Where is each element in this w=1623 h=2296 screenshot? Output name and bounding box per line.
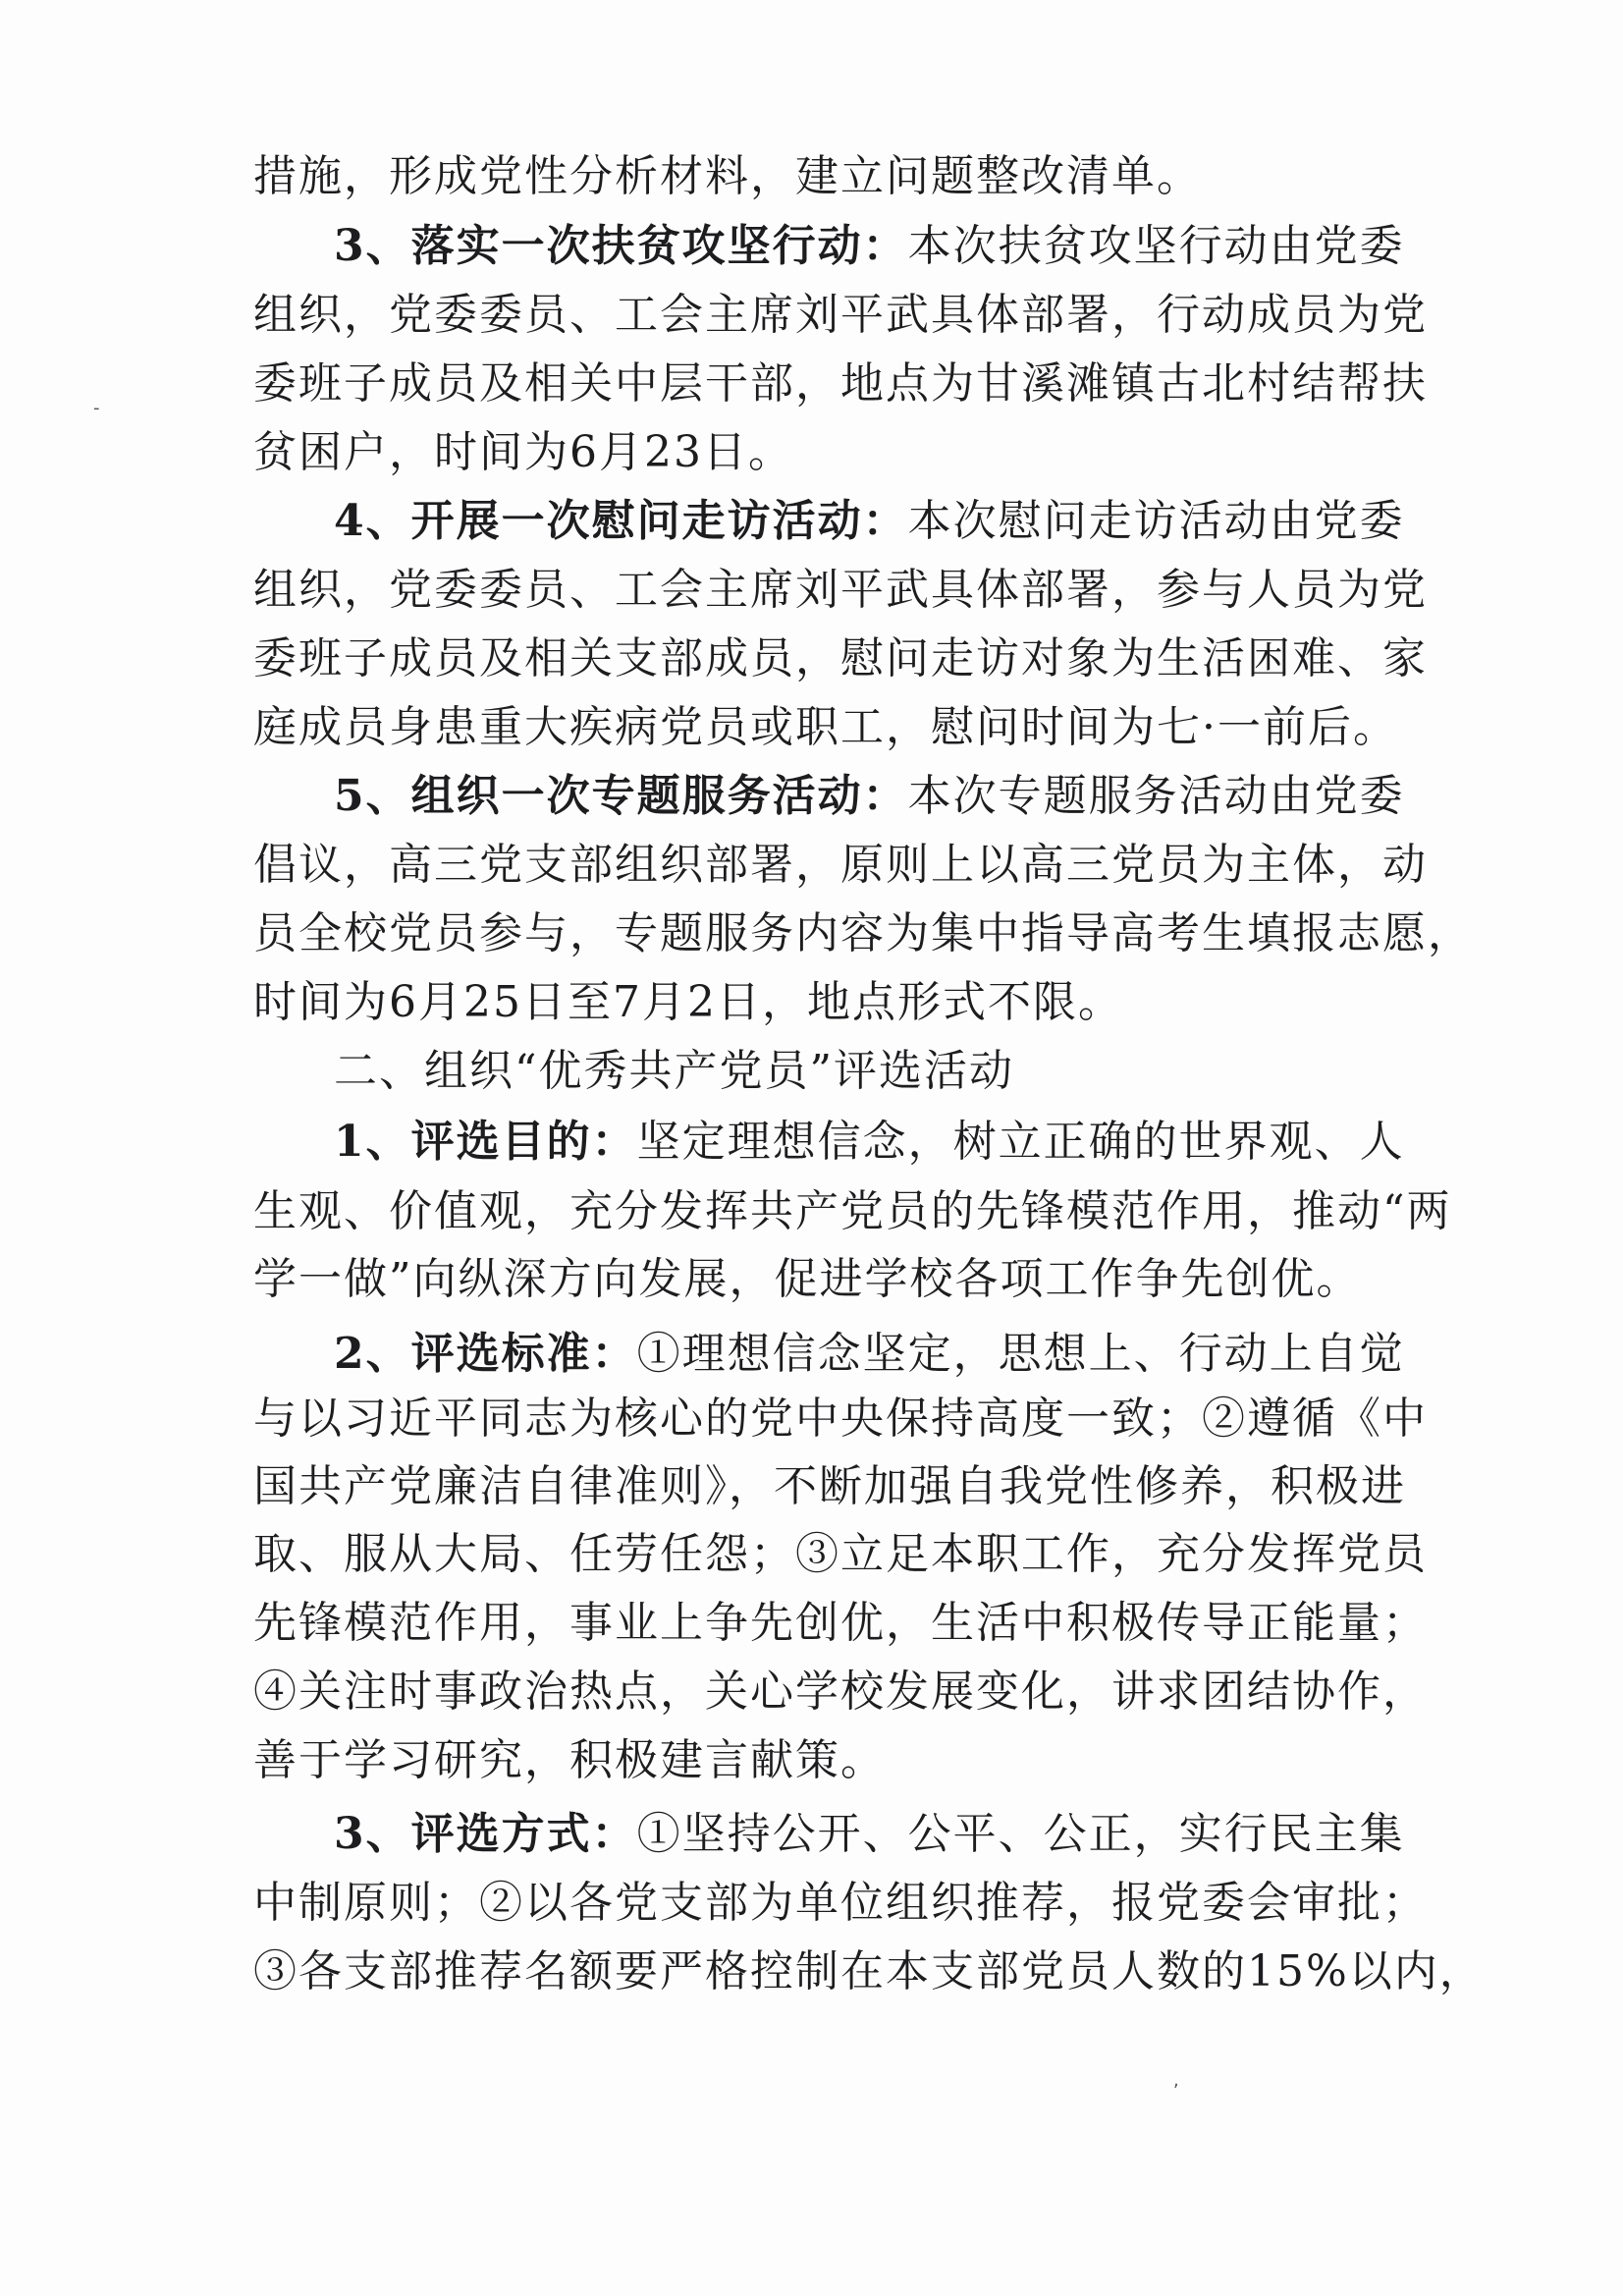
item-heading: 4、开展一次慰问走访活动： xyxy=(334,496,908,546)
text-line: 组织，党委委员、工会主席刘平武具体部署，参与人员为党 xyxy=(253,565,1428,615)
item-heading: 3、落实一次扶贫攻坚行动： xyxy=(334,221,908,271)
item-heading: 3、评选方式： xyxy=(334,1809,637,1859)
scan-speck: , xyxy=(1173,2070,1179,2091)
text-line: 善于学习研究，积极建言献策。 xyxy=(253,1735,886,1785)
section-item-line: 3、落实一次扶贫攻坚行动：本次扶贫攻坚行动由党委 xyxy=(334,221,1405,271)
text-line: 贫困户，时间为6月23日。 xyxy=(253,427,793,477)
section-item-line: 1、评选目的：坚定理想信念，树立正确的世界观、人 xyxy=(334,1117,1405,1167)
section-item-line: 4、开展一次慰问走访活动：本次慰问走访活动由党委 xyxy=(334,496,1405,546)
item-heading: 2、评选标准： xyxy=(334,1329,637,1379)
text-line: 学一做”向纵深方向发展，促进学校各项工作争先创优。 xyxy=(253,1254,1362,1304)
text-line: 与以习近平同志为核心的党中央保持高度一致；②遵循《中 xyxy=(253,1394,1428,1444)
section-item-line: 2、评选标准：①理想信念坚定，思想上、行动上自觉 xyxy=(334,1329,1405,1379)
text-line: 措施，形成党性分析材料，建立问题整改清单。 xyxy=(253,151,1202,201)
item-heading: 5、组织一次专题服务活动： xyxy=(334,771,908,821)
text-line: 时间为6月25日至7月2日，地点形式不限。 xyxy=(253,977,1123,1027)
text-line: 委班子成员及相关支部成员，慰问走访对象为生活困难、家 xyxy=(253,633,1428,683)
section-item-line: 5、组织一次专题服务活动：本次专题服务活动由党委 xyxy=(334,771,1405,821)
text-line: 员全校党员参与，专题服务内容为集中指导高考生填报志愿， xyxy=(253,908,1473,958)
scan-speck: - xyxy=(93,398,100,418)
text-line: 倡议，高三党支部组织部署，原则上以高三党员为主体，动 xyxy=(253,840,1428,890)
text-line: 庭成员身患重大疾病党员或职工，慰问时间为七·一前后。 xyxy=(253,702,1398,752)
section-heading: 二、组织“优秀共产党员”评选活动 xyxy=(334,1046,1014,1096)
text-line: 组织，党委委员、工会主席刘平武具体部署，行动成员为党 xyxy=(253,290,1428,340)
text-line: ④关注时事政治热点，关心学校发展变化，讲求团结协作， xyxy=(253,1667,1428,1717)
section-item-line: 3、评选方式：①坚持公开、公平、公正，实行民主集 xyxy=(334,1809,1405,1859)
text-line: 中制原则；②以各党支部为单位组织推荐，报党委会审批； xyxy=(253,1878,1428,1928)
text-line: 生观、价值观，充分发挥共产党员的先锋模范作用，推动“两 xyxy=(253,1186,1452,1236)
text-line: 取、服从大局、任劳任怨；③立足本职工作，充分发挥党员 xyxy=(253,1529,1428,1579)
text-line: 委班子成员及相关中层干部，地点为甘溪滩镇古北村结帮扶 xyxy=(253,358,1428,409)
item-heading: 1、评选目的： xyxy=(334,1117,637,1167)
text-line: 先锋模范作用，事业上争先创优，生活中积极传导正能量； xyxy=(253,1598,1428,1648)
text-line: 国共产党廉洁自律准则》，不断加强自我党性修养，积极进 xyxy=(253,1461,1406,1511)
text-line: ③各支部推荐名额要严格控制在本支部党员人数的15%以内， xyxy=(253,1946,1485,1996)
